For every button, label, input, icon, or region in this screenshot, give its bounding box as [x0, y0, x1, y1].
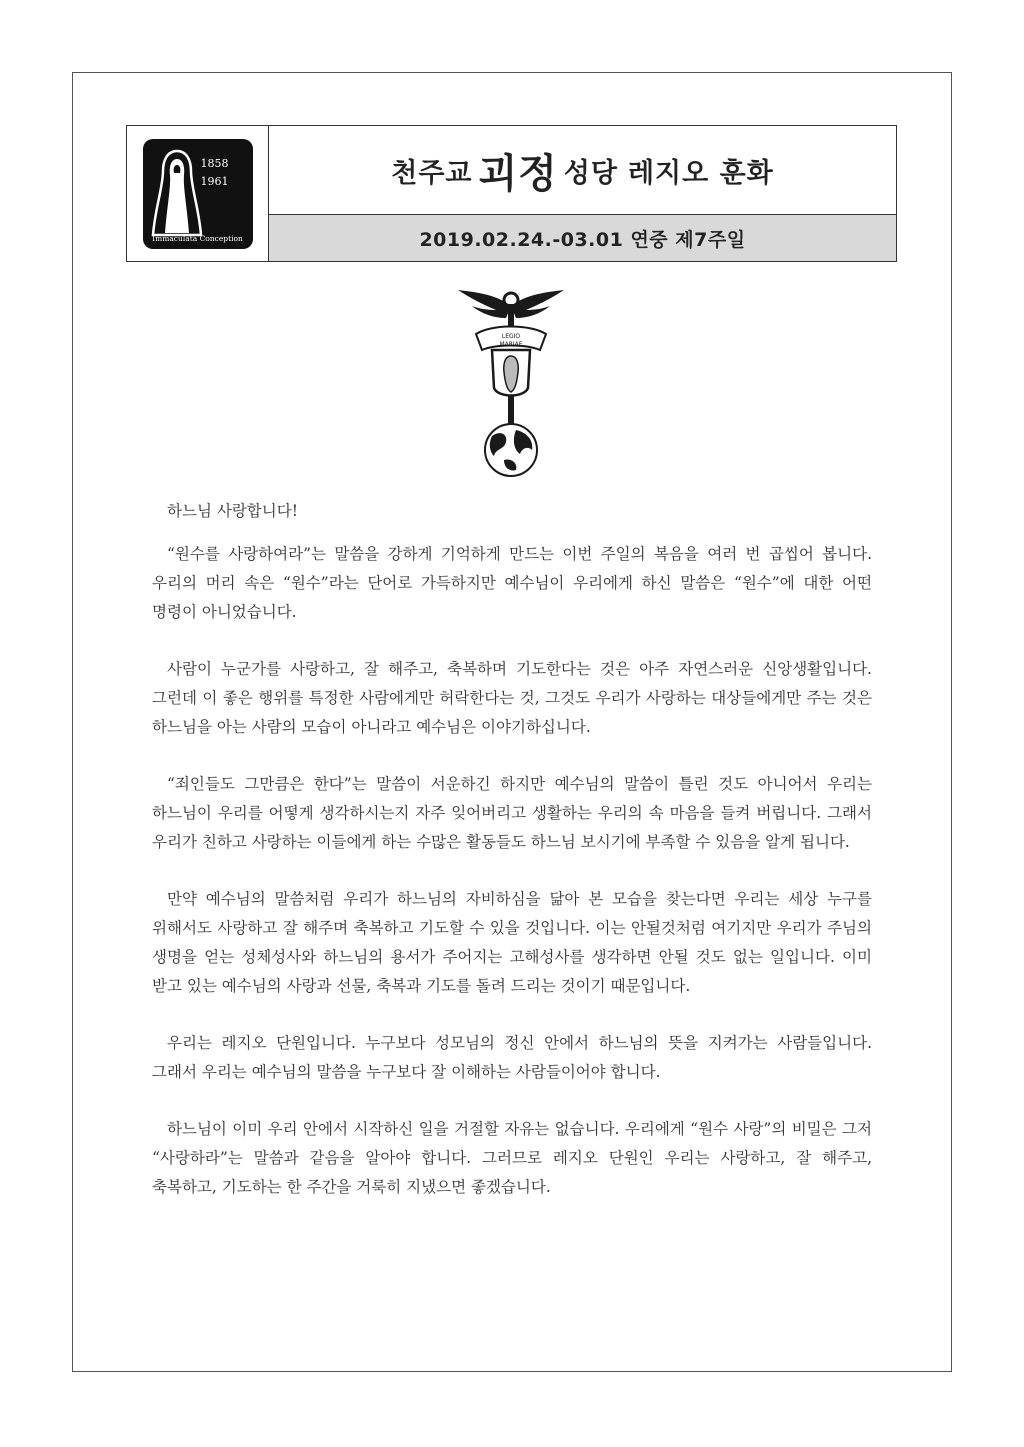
header-box	[126, 125, 897, 262]
emblem-text-legio: LEGIO	[501, 333, 521, 340]
greeting: 하느님 사랑합니다!	[167, 502, 298, 520]
date-banner: 2019.02.24.-03.01 연중 제7주일	[269, 215, 896, 261]
paragraph: 우리는 레지오 단원입니다. 누구보다 성모님의 정신 안에서 하느님의 뜻을 지켜가는 사람들입니다. 그래서 우리는 예수님의 말씀을 누구보다 잘 이해하는 사람들이어야 합니다.	[152, 1034, 872, 1081]
paragraph: “죄인들도 그만큼은 한다”는 말씀이 서운하긴 하지만 예수님의 말씀이 틀린 것도 아니어서 우리는 하느님이 우리를 어떻게 생각하시는지 자주 잊어버리고 생활하는 우리의 속 마음을 들켜 버립니다. 그래서 우리가 친하고 사랑하는 이들에게 하는 수많은 활동들도 하느님 보시기에 부족할 수 있음을 알게 됩니다.	[152, 775, 872, 851]
title-cell	[269, 126, 896, 261]
legio-mariae-emblem-icon	[452, 284, 570, 480]
page-title	[269, 126, 896, 215]
paragraph: 하느님이 이미 우리 안에서 시작하신 일을 거절할 자유는 없습니다. 우리에게 “원수 사랑”의 비밀은 그저 “사랑하라”는 말씀과 같음을 알아야 합니다. 그러므로 레지오 단원인 우리는 사랑하고, 잘 해주고, 축복하고, 기도하는 한 주간을 거룩히 지냈으면 좋겠습니다.	[152, 1120, 872, 1196]
paragraph: “원수를 사랑하여라”는 말씀을 강하게 기억하게 만드는 이번 주일의 복음을 여러 번 곱씹어 봅니다. 우리의 머리 속은 “원수”라는 단어로 가득하지만 예수님이 우리에게 하신 말씀은 “원수”에 대한 어떤 명령이 아니었습니다.	[152, 545, 872, 621]
title-subject: 레지오 훈화	[627, 157, 774, 189]
emblem-text-mariae: MARIAE	[499, 341, 523, 348]
logo-cell	[127, 126, 269, 261]
paragraph: 사람이 누군가를 사랑하고, 잘 해주고, 축복하며 기도한다는 것은 아주 자연스러운 신앙생활입니다. 그런데 이 좋은 행위를 특정한 사람에게만 허락한다는 것, 그것도 우리가 사랑하는 대상들에게만 주는 것은 하느님을 아는 사람의 모습이 아니라고 예수님은 이야기하십니다.	[152, 660, 872, 736]
logo-years	[201, 155, 247, 191]
homily-body	[152, 497, 872, 1230]
title-suffix: 성당	[563, 157, 618, 189]
parish-logo	[143, 139, 253, 249]
paragraph: 만약 예수님의 말씀처럼 우리가 하느님의 자비하심을 닮아 본 모습을 찾는다면 우리는 세상 누구를 위해서도 사랑하고 잘 해주며 축복하고 기도할 수 있을 것입니다. 이는 안될것처럼 여기지만 우리가 주님의 생명을 얻는 성체성사와 하느님의 용서가 주어지는 고해성사를 생각하면 안될 것도 없는 일입니다. 이미 받고 있는 예수님의 사랑과 선물, 축복과 기도를 돌려 드리는 것이기 때문입니다.	[152, 890, 872, 995]
title-church-name: 괴정	[478, 150, 558, 197]
logo-year-start: 1858	[200, 156, 229, 170]
logo-year-end: 1961	[200, 174, 229, 188]
madonna-icon	[149, 147, 205, 237]
title-prefix: 천주교	[391, 157, 473, 189]
logo-caption: Immaculata Conception	[152, 233, 243, 243]
